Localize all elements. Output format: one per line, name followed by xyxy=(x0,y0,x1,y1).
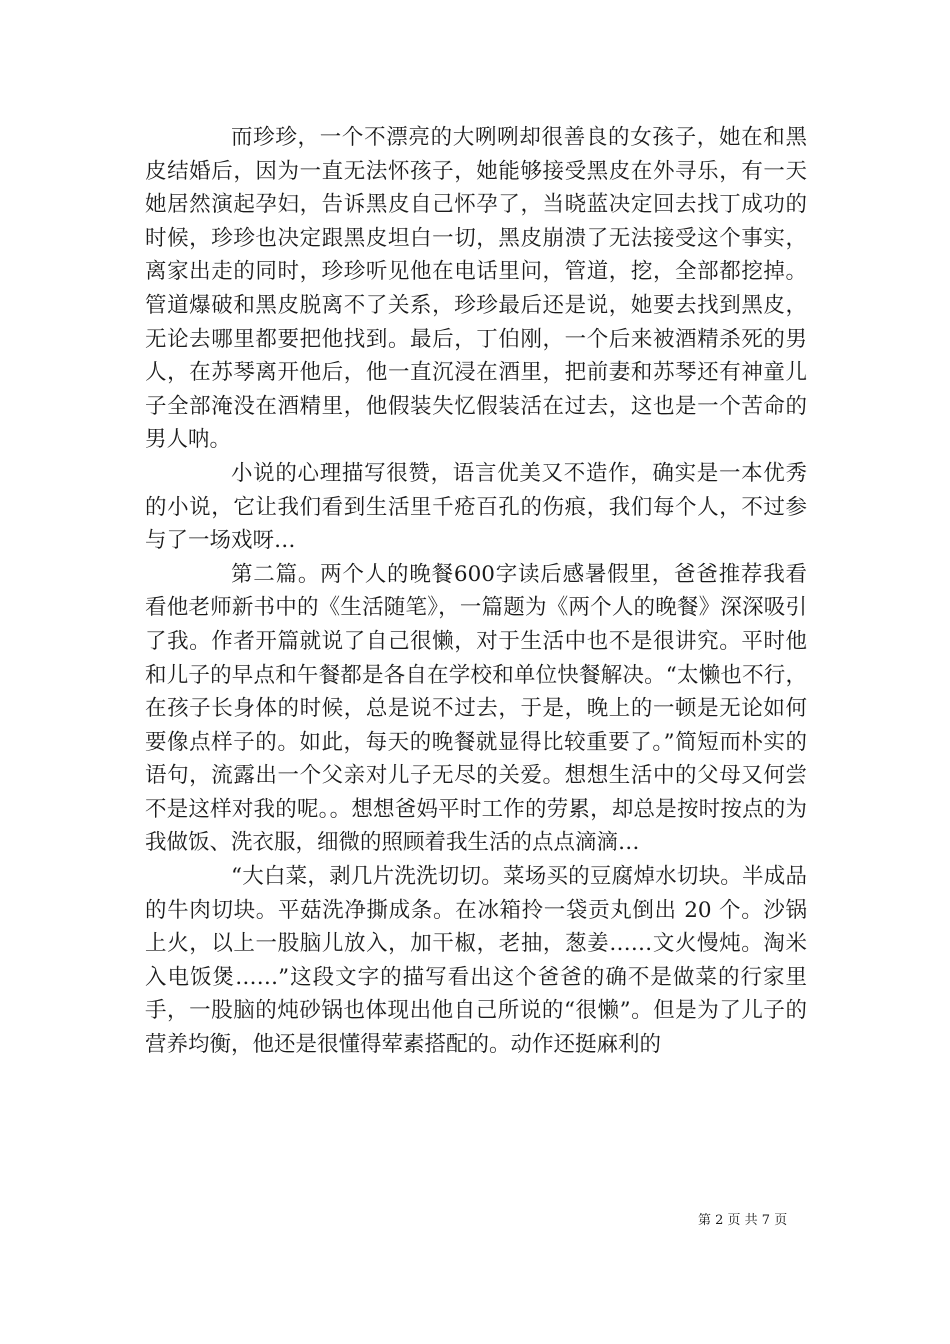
paragraph-2: 小说的心理描写很赞，语言优美又不造作，确实是一本优秀的小说，它让我们看到生活里千疮百孔的伤痕，我们每个人，不过参与了一场戏呀… xyxy=(145,460,807,554)
paragraph-4: “大白菜，剥几片洗洗切切。菜场买的豆腐焯水切块。半成品的牛肉切块。平菇洗净撕成条。在冰箱拎一袋贡丸倒出 20 个。沙锅上火，以上一股脑儿放入，加干椒，老抽，葱姜……文火慢炖。淘米入电饭煲……”这段文字的描写看出这个爸爸的确不是做菜的行家里手，一股脑的炖砂锅也体现出他自己所说的“很懒”。但是为了儿子的营养均衡，他还是很懂得荤素搭配的。动作还挺麻利的 xyxy=(145,864,807,1058)
paragraph-1: 而珍珍，一个不漂亮的大咧咧却很善良的女孩子，她在和黑皮结婚后，因为一直无法怀孩子，她能够接受黑皮在外寻乐，有一天她居然演起孕妇，告诉黑皮自己怀孕了，当晓蓝决定回去找丁成功的时候，珍珍也决定跟黑皮坦白一切，黑皮崩溃了无法接受这个事实，离家出走的同时，珍珍听见他在电话里问，管道，挖，全部都挖掉。管道爆破和黑皮脱离不了关系，珍珍最后还是说，她要去找到黑皮，无论去哪里都要把他找到。最后，丁伯刚，一个后来被酒精杀死的男人，在苏琴离开他后，他一直沉浸在酒里，把前妻和苏琴还有神童儿子全部淹没在酒精里，他假装失忆假装活在过去，这也是一个苦命的男人呐。 xyxy=(145,125,807,453)
paragraph-3: 第二篇。两个人的晚餐600字读后感暑假里，爸爸推荐我看看他老师新书中的《生活随笔》，一篇题为《两个人的晚餐》深深吸引了我。作者开篇就说了自己很懒，对于生活中也不是很讲究。平时他和儿子的早点和午餐都是各自在学校和单位快餐解决。“太懒也不行，在孩子长身体的时候，总是说不过去，于是，晚上的一顿是无论如何要像点样子的。如此，每天的晚餐就显得比较重要了。”简短而朴实的语句，流露出一个父亲对儿子无尽的关爱。想想生活中的父母又何尝不是这样对我的呢。。想想爸妈平时工作的劳累，却总是按时按点的为我做饭、洗衣服，细微的照顾着我生活的点点滴滴… xyxy=(145,561,807,856)
page-number-footer: 第 2 页 共 7 页 xyxy=(698,1213,788,1228)
document-body xyxy=(145,121,807,1062)
